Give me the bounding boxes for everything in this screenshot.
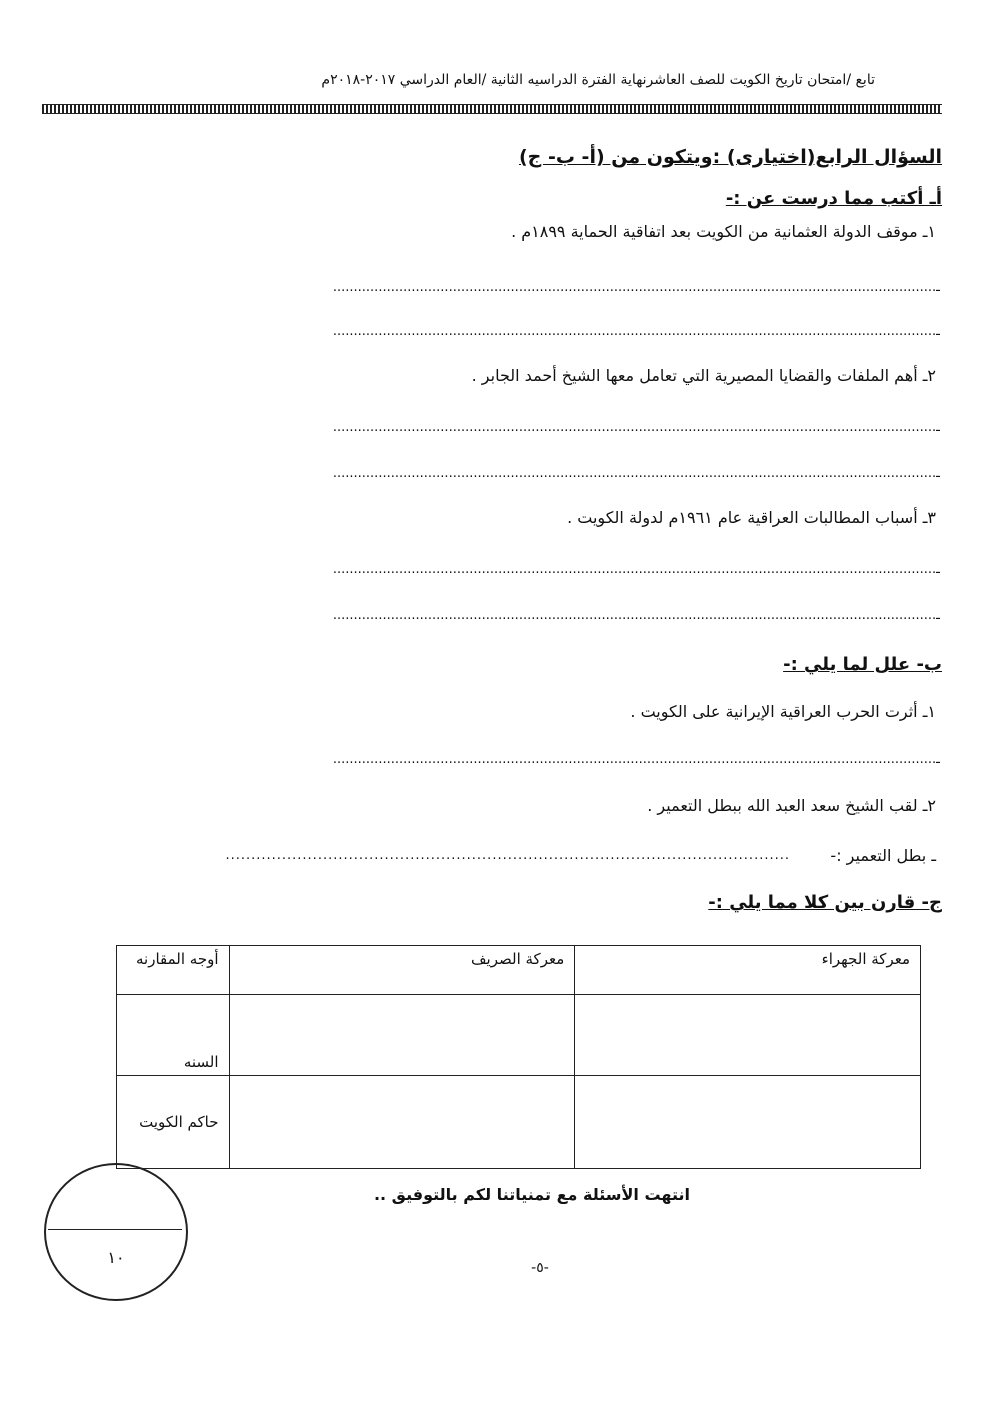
score-value: ١٠ <box>107 1248 125 1267</box>
part-b-answer-prefix: ـ بطل التعمير :- <box>830 846 936 865</box>
answer-cell[interactable] <box>229 995 575 1076</box>
answer-cell[interactable] <box>575 995 921 1076</box>
row-label: السنه <box>117 995 230 1076</box>
answer-cell[interactable] <box>229 1076 575 1169</box>
part-b-item-1: ١ـ أثرت الحرب العراقية الإيرانية على الكويت . <box>630 702 936 721</box>
part-c-title: ج- قارن بين كلا مما يلي :- <box>708 892 942 913</box>
row-label: حاكم الكويت <box>117 1076 230 1169</box>
answer-line[interactable]: ـ.................................................................................................................................................. <box>332 324 940 339</box>
part-a-item-1: ١ـ موقف الدولة العثمانية من الكويت بعد اتفاقية الحماية ١٨٩٩م . <box>511 222 936 241</box>
answer-line[interactable]: ـ.................................................................................................................................................. <box>332 608 940 623</box>
answer-line[interactable]: .............................................................................................................. <box>225 848 790 863</box>
table-header-cell: معركة الجهراء <box>575 946 921 995</box>
part-a-item-2: ٢ـ أهم الملفات والقضايا المصيرية التي تعامل معها الشيخ أحمد الجابر . <box>471 366 936 385</box>
comparison-table <box>116 945 921 1169</box>
score-circle <box>44 1163 188 1301</box>
answer-line[interactable]: ـ.................................................................................................................................................. <box>332 562 940 577</box>
table-header-row <box>117 946 921 995</box>
table-header-cell: أوجه المقارنه <box>117 946 230 995</box>
table-row <box>117 995 921 1076</box>
table-row <box>117 1076 921 1169</box>
answer-line[interactable]: ـ.................................................................................................................................................. <box>332 420 940 435</box>
header-divider <box>42 104 942 114</box>
answer-line[interactable]: ـ.................................................................................................................................................. <box>332 280 940 295</box>
part-a-title: أـ أكتب مما درست عن :- <box>725 188 942 209</box>
question-title: السؤال الرابع(اختيارى) :ويتكون من (أ- ب- ج) <box>518 146 942 168</box>
closing-message: انتهت الأسئلة مع تمنياتنا لكم بالتوفيق .. <box>373 1185 690 1204</box>
answer-cell[interactable] <box>575 1076 921 1169</box>
part-b-title: ب- علل لما يلي :- <box>783 654 942 675</box>
page-number: -٥- <box>531 1260 549 1276</box>
table-header-cell: معركة الصريف <box>229 946 575 995</box>
answer-line[interactable]: ـ.................................................................................................................................................. <box>332 466 940 481</box>
part-a-item-3: ٣ـ أسباب المطالبات العراقية عام ١٩٦١م لدولة الكويت . <box>567 508 936 527</box>
part-b-item-2: ٢ـ لقب الشيخ سعد العبد الله ببطل التعمير . <box>647 796 936 815</box>
score-divider <box>48 1229 182 1230</box>
answer-line[interactable]: ـ.................................................................................................................................................. <box>332 752 940 767</box>
exam-header: تابع /امتحان تاريخ الكويت للصف العاشرنهاية الفترة الدراسيه الثانية /العام الدراسي ٢٠١٧-٢٠١٨م <box>321 72 875 88</box>
